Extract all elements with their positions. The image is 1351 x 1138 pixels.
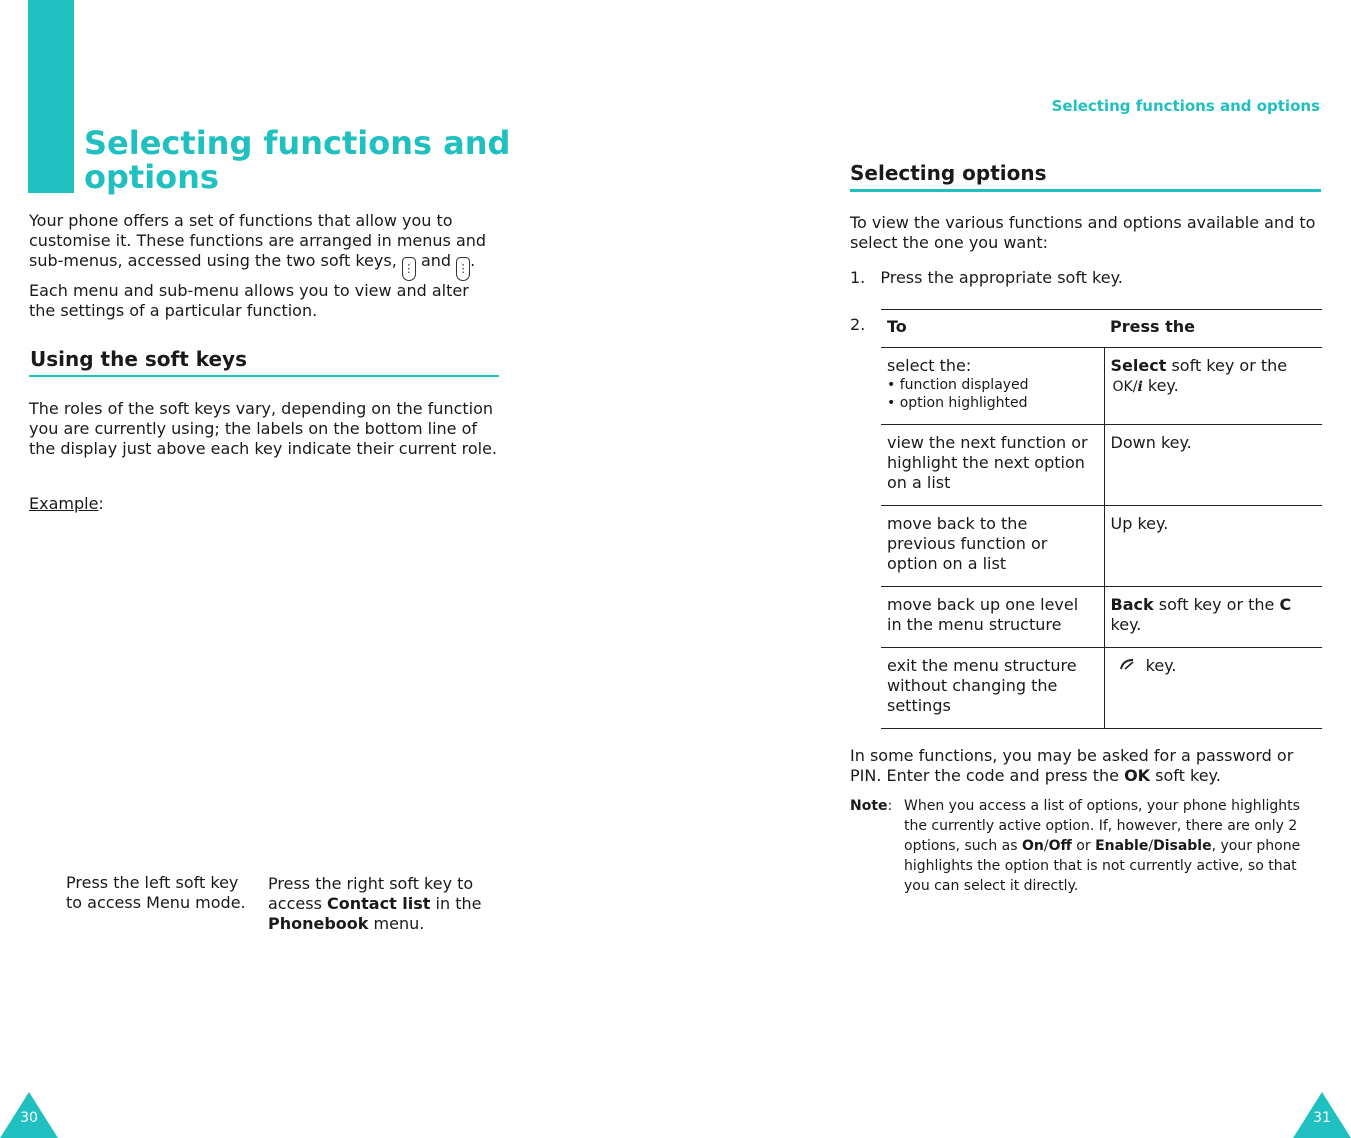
ok-key-label: OK/	[1112, 379, 1138, 395]
header-to	[881, 310, 1104, 348]
row-2-to: view the next function or highlight the next option on a list	[881, 425, 1104, 506]
row-4-press	[1104, 587, 1322, 648]
row-1-to	[881, 348, 1104, 425]
caption-right-contact-list: Contact list	[327, 894, 431, 913]
chapter-title: Selecting functions and options	[84, 124, 511, 196]
row-1-select: Select	[1110, 356, 1167, 375]
note-slash-1: /	[1043, 838, 1049, 854]
ok-key-icon: OK/i	[1112, 379, 1143, 395]
header-press-text: Press the	[1110, 317, 1196, 336]
pin-paragraph	[850, 746, 1322, 786]
right-soft-key-icon: ⋮	[456, 257, 470, 281]
table-row	[881, 506, 1322, 587]
step-1-number: 1.	[850, 268, 866, 287]
row-5-press	[1104, 648, 1322, 729]
left-soft-key-icon: ⋮	[402, 257, 416, 281]
row-4-press-text: soft key or the	[1158, 595, 1275, 614]
page-number-left: 30	[20, 1110, 38, 1126]
row-5-to: exit the menu structure without changing the settings	[881, 648, 1104, 729]
row-5-press-tail: key.	[1145, 656, 1177, 675]
section-rule	[29, 375, 499, 377]
table-row	[881, 348, 1322, 425]
row-3-to: move back to the previous function or option on a list	[881, 506, 1104, 587]
end-key-icon	[1111, 657, 1141, 673]
note-label	[850, 796, 892, 816]
caption-right-mid: in the	[435, 894, 482, 913]
row-1-press	[1104, 348, 1322, 425]
header-to-text: To	[887, 317, 907, 336]
row-1-to-lead: select the:	[887, 356, 972, 375]
intro-text-2: . Each menu and sub-menu allows you to view and alter the settings of a particular function.	[29, 251, 476, 320]
step-1	[850, 268, 1123, 288]
table-row	[881, 587, 1322, 648]
chapter-color-bar	[28, 0, 74, 193]
example-text: Example	[29, 494, 99, 513]
table-header-row	[881, 310, 1322, 348]
note-post: , your phone highlights the option that is not currently active, so that you can select it directly.	[904, 838, 1301, 894]
row-1-bullet-1: • function displayed	[887, 377, 1029, 393]
row-4-c-key: C	[1279, 595, 1292, 614]
row-4-back: Back	[1110, 595, 1154, 614]
row-1-press-tail: key.	[1147, 376, 1179, 395]
example-label	[29, 494, 104, 514]
note-pre: When you access a list of options, your phone highlights the currently active option. If, however, there are only 2 options, such as	[904, 798, 1300, 854]
pin-ok: OK	[1124, 766, 1151, 785]
options-table	[881, 309, 1322, 729]
example-colon: :	[98, 494, 104, 513]
row-4-to: move back up one level in the menu structure	[881, 587, 1104, 648]
row-4-press-tail: key.	[1110, 615, 1142, 634]
header-press	[1104, 310, 1322, 348]
caption-right-soft-key	[268, 874, 493, 934]
running-header: Selecting functions and options	[1051, 97, 1320, 115]
note-or: or	[1076, 838, 1091, 854]
caption-left-soft-key: Press the left soft key to access Menu mode.	[66, 873, 246, 912]
row-1-press-text: soft key or the	[1171, 356, 1288, 375]
options-intro: To view the various functions and options available and to select the one you want:	[850, 213, 1316, 252]
row-2-press: Down key.	[1104, 425, 1322, 506]
row-1-bullet-2: • option highlighted	[887, 395, 1028, 411]
table-row	[881, 648, 1322, 729]
intro-and: and	[420, 251, 452, 270]
note-off: Off	[1048, 838, 1072, 854]
step-2-number: 2.	[850, 315, 866, 334]
section-title-soft-keys: Using the soft keys	[30, 347, 247, 371]
note-slash-2: /	[1148, 838, 1154, 854]
step-1-text: Press the appropriate soft key.	[880, 268, 1123, 287]
note-body	[904, 796, 1324, 896]
pin-text-pre: In some functions, you may be asked for a password or PIN. Enter the code and press the	[850, 746, 1294, 785]
note-enable: Enable	[1095, 838, 1149, 854]
pin-text-post: soft key.	[1155, 766, 1221, 785]
page-number-right: 31	[1313, 1110, 1331, 1126]
caption-right-pre: Press the right soft key to access	[268, 874, 474, 913]
note-label-text: Note	[850, 798, 888, 814]
caption-right-post: menu.	[373, 914, 425, 933]
soft-keys-paragraph: The roles of the soft keys vary, depending on the function you are currently using; the labels on the bottom line of the display just above each key indicate their current role.	[29, 399, 497, 458]
note-on: On	[1021, 838, 1044, 854]
caption-right-phonebook: Phonebook	[268, 914, 369, 933]
intro-text-1: Your phone offers a set of functions that allow you to customise it. These functions are arranged in menus and sub-menus, accessed using the two soft keys,	[29, 211, 487, 270]
intro-paragraph	[29, 211, 499, 321]
section-rule-right	[850, 189, 1321, 192]
note-colon: :	[887, 798, 893, 814]
section-title-selecting-options: Selecting options	[850, 161, 1047, 185]
note-disable: Disable	[1153, 838, 1212, 854]
row-3-press: Up key.	[1104, 506, 1322, 587]
table-row	[881, 425, 1322, 506]
